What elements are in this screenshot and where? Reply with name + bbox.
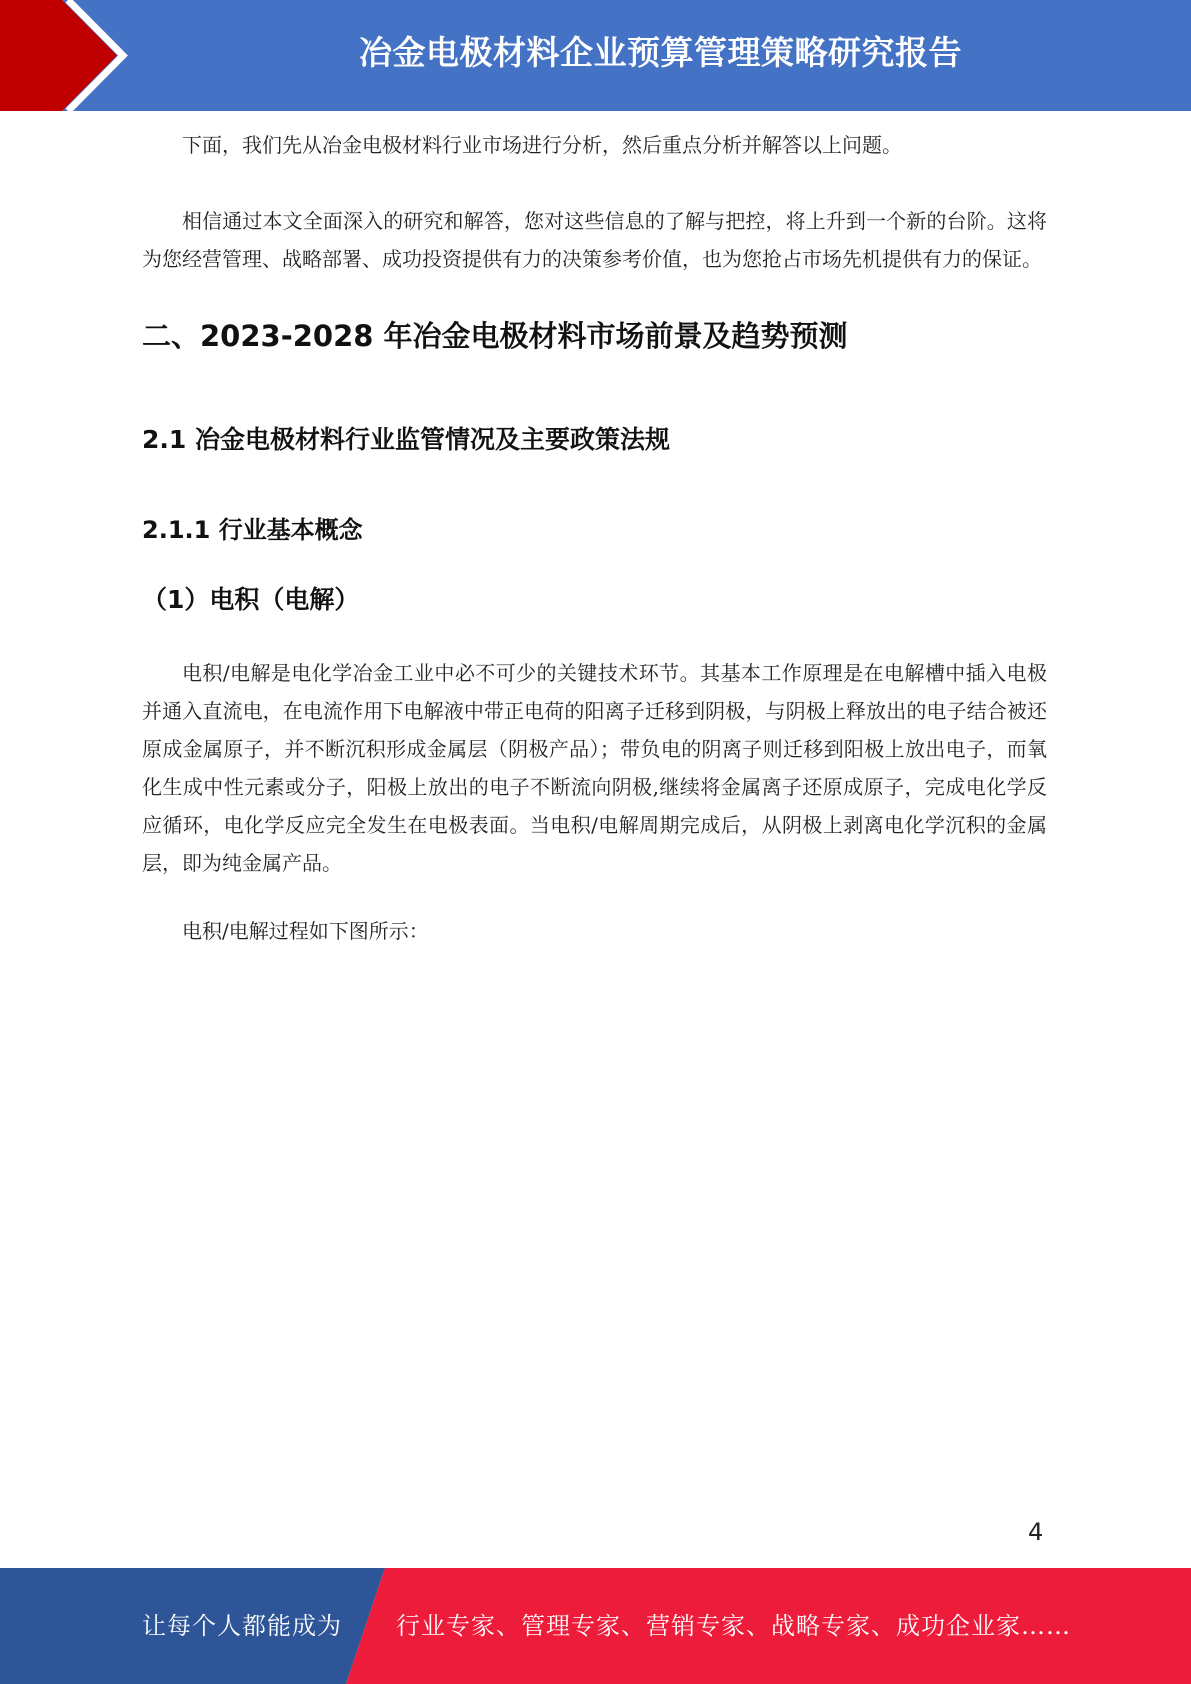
footer-slogan-lead: 让每个人都能成为 xyxy=(142,1612,342,1640)
electrowinning-paragraph: 电积/电解是电化学冶金工业中必不可少的关键技术环节。其基本工作原理是在电解槽中插入电极并通入直流电，在电流作用下电解液中带正电荷的阳离子迁移到阴极，与阴极上释放出的电子结合被还原成金属原子，并不断沉积形成金属层（阴极产品）；带负电的阴离子则迁移到阳极上放出电子，而氧化生成中性元素或分子，阳极上放出的电子不断流向阴极,继续将金属离子还原成原子，完成电化学反应循环，电化学反应完全发生在电极表面。当电积/电解周期完成后，从阴极上剥离电化学沉积的金属层，即为纯金属产品。 xyxy=(142,661,1047,875)
footer-slogan-roles: 行业专家、管理专家、营销专家、战略专家、成功企业家…… xyxy=(396,1612,1071,1640)
section-heading: 二、2023-2028 年冶金电极材料市场前景及趋势预测 xyxy=(142,319,848,353)
value-paragraph: 相信通过本文全面深入的研究和解答，您对这些信息的了解与把控，将上升到一个新的台阶。这将为您经营管理、战略部署、成功投资提供有力的决策参考价值，也为您抢占市场先机提供有力的保证。 xyxy=(142,209,1047,271)
document-title: 冶金电极材料企业预算管理策略研究报告 xyxy=(359,33,962,72)
header-banner xyxy=(0,0,1191,111)
page-content xyxy=(142,126,1047,950)
intro-paragraph: 下面，我们先从冶金电极材料行业市场进行分析，然后重点分析并解答以上问题。 xyxy=(182,133,902,157)
figure-intro-paragraph: 电积/电解过程如下图所示： xyxy=(182,919,429,943)
page-number: 4 xyxy=(1028,1518,1044,1546)
footer-banner xyxy=(0,1568,1191,1684)
subsubsection-heading: 2.1.1 行业基本概念 xyxy=(142,516,363,544)
subsection-heading: 2.1 冶金电极材料行业监管情况及主要政策法规 xyxy=(142,425,670,454)
topic-heading: （1）电积（电解） xyxy=(142,585,360,614)
